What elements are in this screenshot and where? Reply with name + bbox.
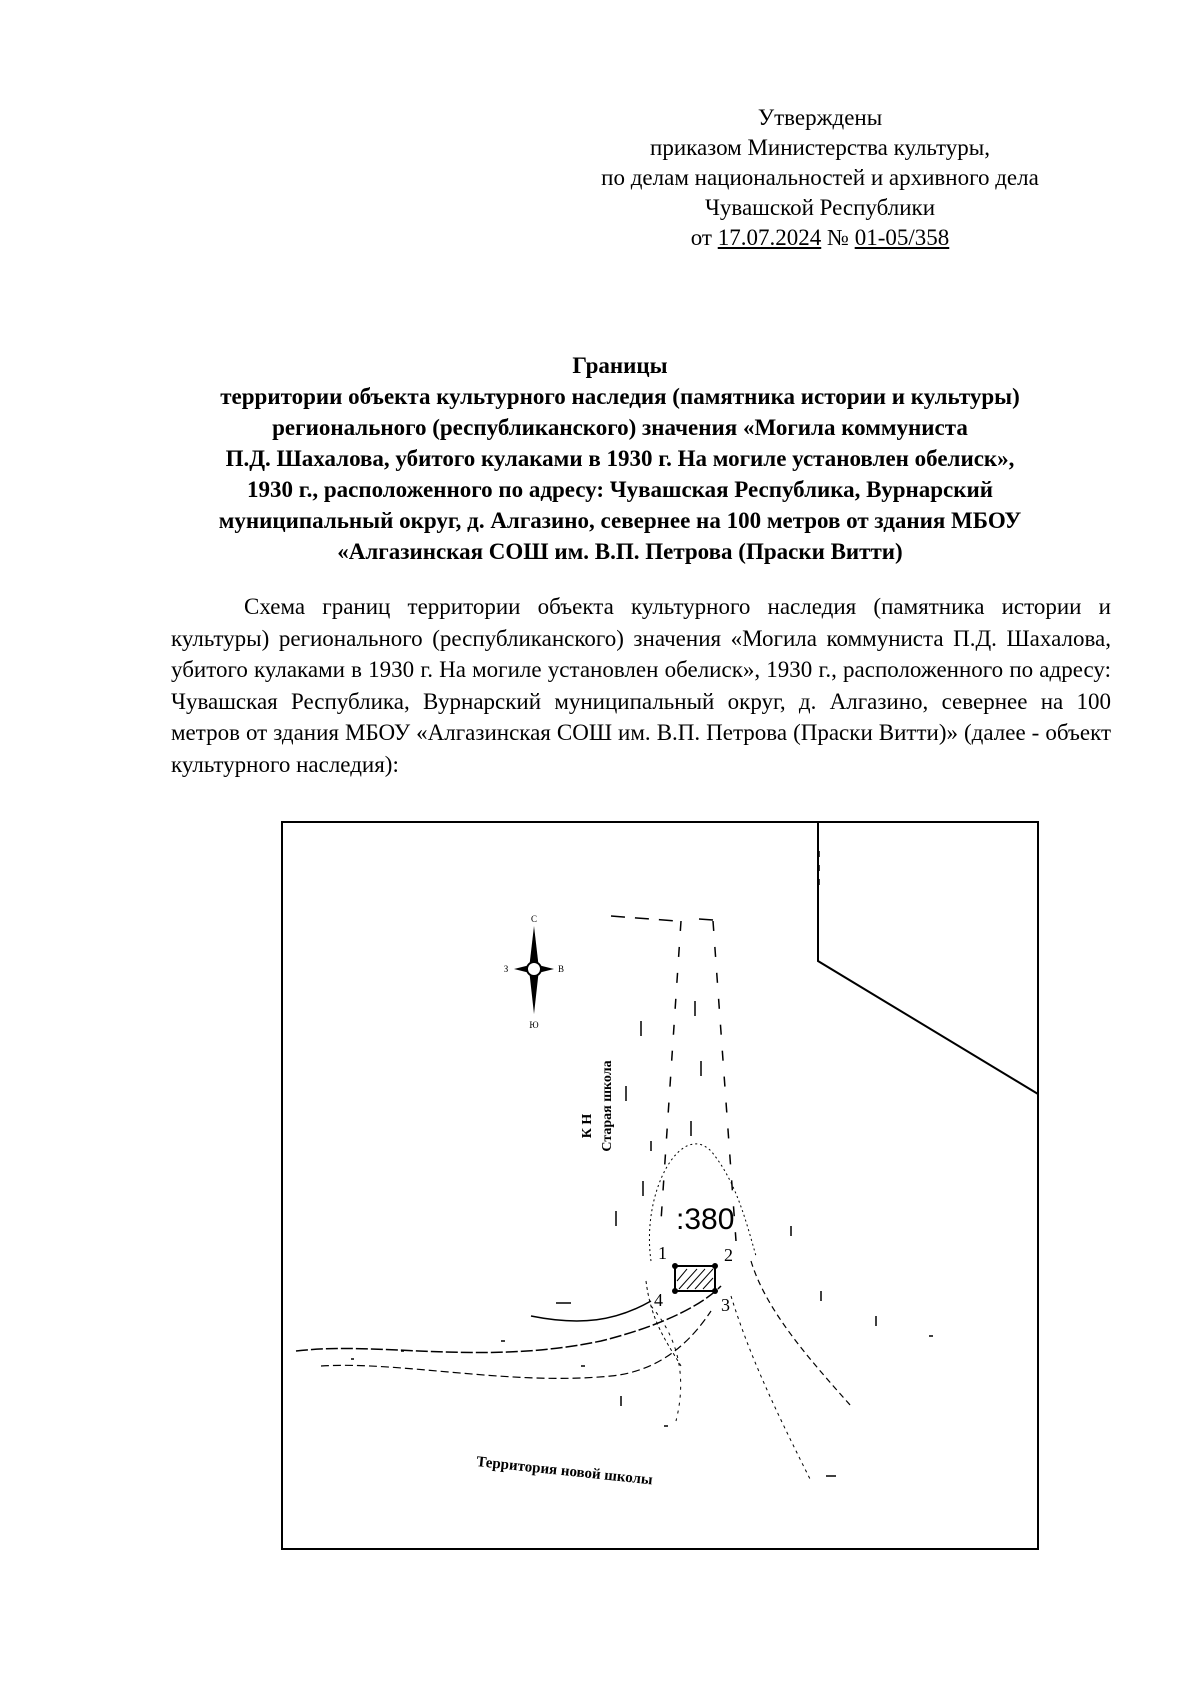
point-label-4: 4 bbox=[654, 1290, 663, 1310]
boundary-point-2 bbox=[712, 1263, 718, 1269]
new-school-label: Территория новой школы bbox=[475, 1454, 654, 1489]
number-prefix: № bbox=[826, 225, 849, 250]
boundary-scheme bbox=[281, 821, 1039, 1550]
compass-south: Ю bbox=[529, 1020, 539, 1030]
point-label-2: 2 bbox=[724, 1245, 733, 1265]
compass-rose-icon bbox=[504, 914, 564, 1030]
compass-north: С bbox=[530, 914, 538, 924]
compass-east: В bbox=[557, 964, 565, 974]
order-date: 17.07.2024 bbox=[717, 225, 822, 250]
date-prefix: от bbox=[690, 225, 712, 250]
point-label-1: 1 bbox=[658, 1243, 667, 1263]
intro-paragraph: Схема границ территории объекта культурного наследия (памятника истории и культуры) регионального (республиканского) значения «Могила коммуниста П.Д. Шахалова, убитого кулаками в 1930 г. На могиле установлен обелиск», 1930 г., расположенного по адресу: Чувашская Республика, Вурнарский муниципальный округ, д. Алгазино, севернее на 100 метров от здания МБОУ «Алгазинская СОШ им. В.П. Петрова (Праски Витти)» (далее - объект культурного наследия): bbox=[171, 594, 1111, 777]
document-heading bbox=[170, 350, 1070, 567]
heading-line-3: регионального (республиканского) значения «Могила коммуниста bbox=[272, 415, 968, 440]
heading-line-2: территории объекта культурного наследия (памятника истории и культуры) bbox=[220, 384, 1020, 409]
approval-line-4: Чувашской Республики bbox=[704, 195, 936, 220]
boundary-point-3 bbox=[712, 1288, 718, 1294]
old-school-area bbox=[611, 916, 736, 1241]
parcel-number: :380 bbox=[676, 1203, 735, 1236]
terrain-curves bbox=[296, 1144, 851, 1481]
scheme-frame bbox=[282, 822, 1038, 1549]
approval-block bbox=[560, 103, 1080, 253]
boundary-point-4 bbox=[672, 1288, 678, 1294]
order-number: 01-05/358 bbox=[854, 225, 950, 250]
approval-line-1: Утверждены bbox=[757, 105, 883, 130]
road-boundary-line bbox=[818, 823, 1038, 1094]
heading-line-4: П.Д. Шахалова, убитого кулаками в 1930 г. На могиле установлен обелиск», bbox=[225, 446, 1015, 471]
heading-line-7: «Алгазинская СОШ им. В.П. Петрова (Праски Витти) bbox=[337, 539, 903, 564]
heading-line-6: муниципальный округ, д. Алгазино, севернее на 100 метров от здания МБОУ bbox=[218, 508, 1022, 533]
approval-date-line bbox=[560, 223, 1080, 253]
boundary-point-1 bbox=[672, 1263, 678, 1269]
kn-label: К Н bbox=[580, 1113, 595, 1139]
approval-line-2: приказом Министерства культуры, bbox=[650, 135, 990, 160]
approval-line-3: по делам национальностей и архивного дела bbox=[601, 165, 1039, 190]
compass-west: З bbox=[503, 964, 509, 974]
point-label-3: 3 bbox=[721, 1295, 730, 1315]
heading-line-1: Границы bbox=[572, 353, 668, 378]
monument-boundary bbox=[672, 1263, 718, 1294]
heading-line-5: 1930 г., расположенного по адресу: Чувашская Республика, Вурнарский bbox=[246, 477, 993, 502]
old-school-label: Старая школа bbox=[600, 1060, 615, 1152]
